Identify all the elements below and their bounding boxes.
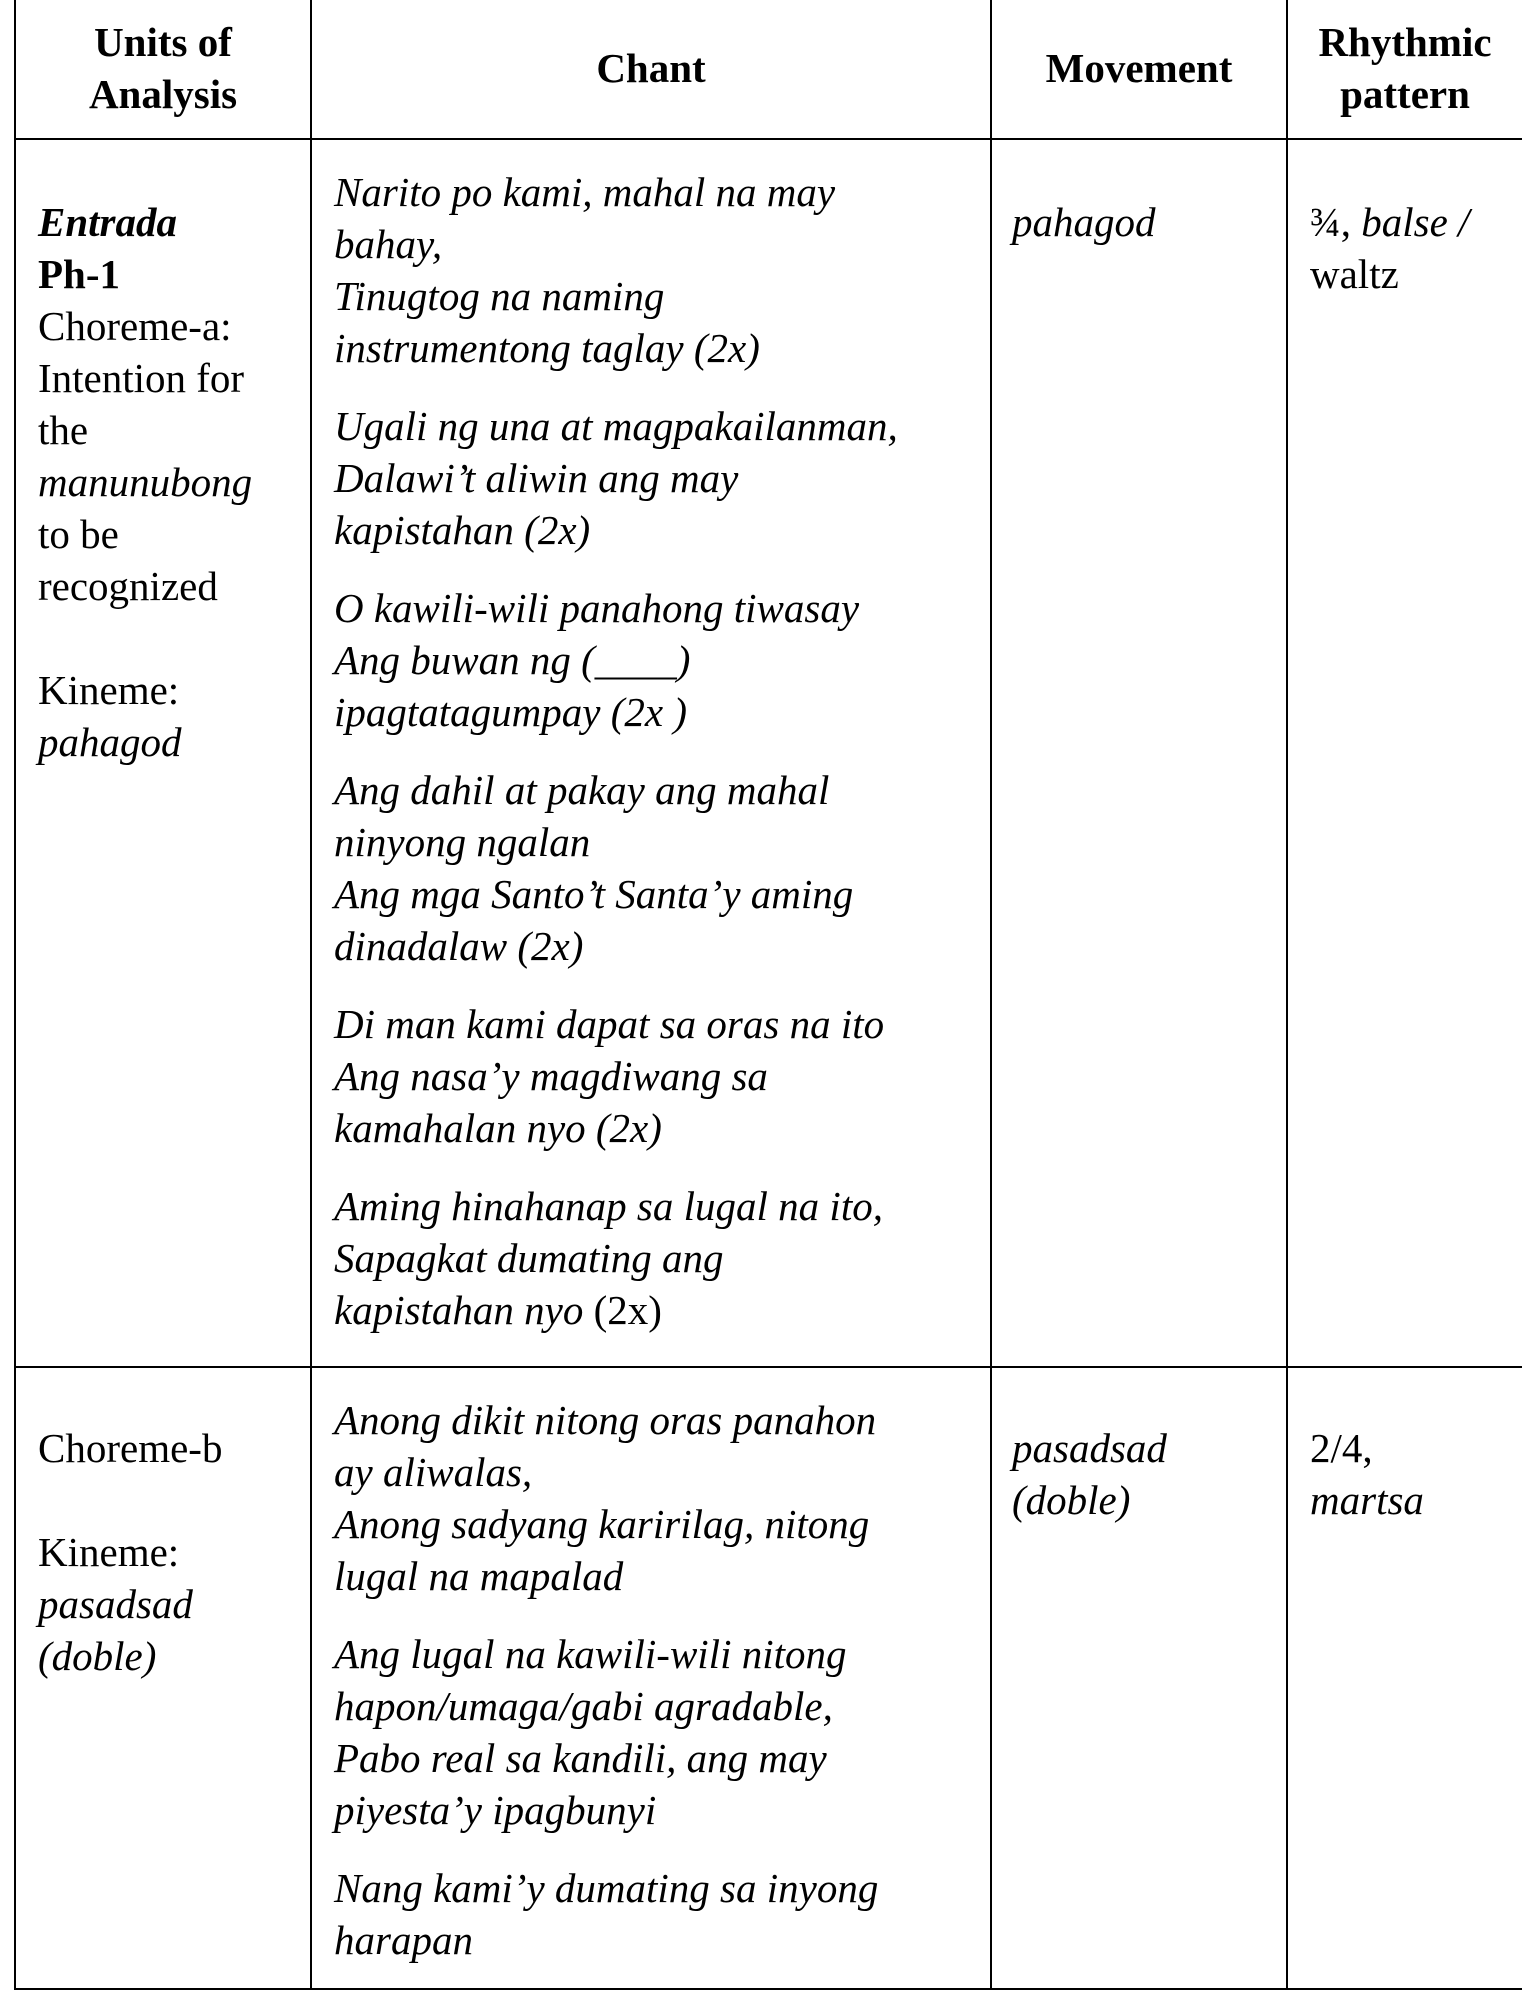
chant-stanza: [334, 582, 980, 738]
unit-cell: [15, 1367, 311, 1989]
analysis-table: [14, 0, 1522, 1990]
chant-line: piyesta’y ipagbunyi: [334, 1787, 657, 1833]
chant-stanza: [334, 1862, 980, 1966]
phase-label: Ph-1: [38, 251, 120, 297]
rhythm-name: balse /: [1361, 199, 1470, 245]
chant-stanza: [334, 1180, 980, 1336]
rhythm-cell: [1287, 1367, 1522, 1989]
chant-cell: [311, 1367, 991, 1989]
unit-desc: the: [38, 407, 89, 453]
chant-line: Ang nasa’y magdiwang sa: [334, 1053, 768, 1099]
chant-line: kamahalan nyo (2x): [334, 1105, 662, 1151]
chant-line: ay aliwalas,: [334, 1449, 533, 1495]
chant-stanza: [334, 764, 980, 972]
header-line: pattern: [1340, 71, 1470, 117]
choreme-label: Choreme-b: [38, 1425, 223, 1471]
chant-stanza: [334, 1394, 980, 1602]
kineme-label: Kineme:: [38, 667, 180, 713]
chant-line: Anong sadyang karirilag, nitong: [334, 1501, 870, 1547]
header-row: [15, 0, 1522, 139]
header-line: Units of: [94, 19, 232, 65]
unit-desc: to be: [38, 511, 119, 557]
chant-line: Ang buwan ng (____): [334, 637, 691, 683]
chant-stanza: [334, 166, 980, 374]
chant-line: ipagtatagumpay (2x ): [334, 689, 687, 735]
header-units-of-analysis: [15, 0, 311, 139]
movement-value: (doble): [1012, 1477, 1131, 1523]
header-line: Movement: [1045, 45, 1233, 91]
chant-line: Dalawi’t aliwin ang may: [334, 455, 739, 501]
header-line: Rhythmic: [1318, 19, 1492, 65]
chant-line: Narito po kami, mahal na may: [334, 169, 836, 215]
chant-line: kapistahan (2x): [334, 507, 591, 553]
unit-desc: Intention for: [38, 355, 245, 401]
chant-line: Ang lugal na kawili-wili nitong: [334, 1631, 847, 1677]
chant-line: hapon/umaga/gabi agradable,: [334, 1683, 833, 1729]
chant-line: instrumentong taglay (2x): [334, 325, 760, 371]
kineme-value: (doble): [38, 1633, 157, 1679]
chant-line: Ang mga Santo’t Santa’y aming: [334, 871, 854, 917]
chant-line: O kawili-wili panahong tiwasay: [334, 585, 860, 631]
repeat-marker: (2x): [583, 1287, 662, 1333]
header-line: Analysis: [88, 71, 238, 117]
unit-desc: manunubong: [38, 459, 253, 505]
chant-line-text: kapistahan nyo: [334, 1287, 584, 1333]
chant-line: harapan: [334, 1917, 473, 1963]
kineme-value: pasadsad: [38, 1581, 193, 1627]
chant-line: Sapagkat dumating ang: [334, 1235, 724, 1281]
chant-line: Anong dikit nitong oras panahon: [334, 1397, 877, 1443]
movement-cell: [991, 139, 1287, 1367]
rhythm-name-english: waltz: [1310, 251, 1399, 297]
chant-line: Ang dahil at pakay ang mahal: [334, 767, 830, 813]
time-signature: ¾,: [1310, 199, 1362, 245]
chant-line: lugal na mapalad: [334, 1553, 624, 1599]
chant-cell: [311, 139, 991, 1367]
chant-line: bahay,: [334, 221, 443, 267]
chant-line: Tinugtog na naming: [334, 273, 665, 319]
chant-line-last: [334, 1284, 980, 1336]
header-line: Chant: [596, 45, 706, 91]
chant-line: Nang kami’y dumating sa inyong: [334, 1865, 879, 1911]
header-movement: [991, 0, 1287, 139]
rhythm-cell: [1287, 139, 1522, 1367]
kineme-label: Kineme:: [38, 1529, 180, 1575]
rhythm-name: martsa: [1310, 1477, 1424, 1523]
chant-line: ninyong ngalan: [334, 819, 591, 865]
chant-stanza: [334, 998, 980, 1154]
rhythm-value: [1310, 196, 1514, 248]
unit-desc: recognized: [38, 563, 218, 609]
chant-line: Ugali ng una at magpakailanman,: [334, 403, 898, 449]
header-rhythmic-pattern: [1287, 0, 1522, 139]
movement-value: pahagod: [1012, 199, 1156, 245]
kineme-value: pahagod: [38, 719, 182, 765]
choreme-label: Choreme-a:: [38, 303, 232, 349]
header-chant: [311, 0, 991, 139]
chant-stanza: [334, 400, 980, 556]
unit-cell: [15, 139, 311, 1367]
chant-line: Pabo real sa kandili, ang may: [334, 1735, 827, 1781]
chant-line: dinadalaw (2x): [334, 923, 584, 969]
table-row: [15, 1367, 1522, 1989]
time-signature: 2/4,: [1310, 1425, 1373, 1471]
movement-cell: [991, 1367, 1287, 1989]
table-row: [15, 139, 1522, 1367]
movement-value: pasadsad: [1012, 1425, 1167, 1471]
chant-line: Aming hinahanap sa lugal na ito,: [334, 1183, 883, 1229]
entrada-label: Entrada: [38, 199, 177, 245]
chant-line: Di man kami dapat sa oras na ito: [334, 1001, 885, 1047]
chant-stanza: [334, 1628, 980, 1836]
